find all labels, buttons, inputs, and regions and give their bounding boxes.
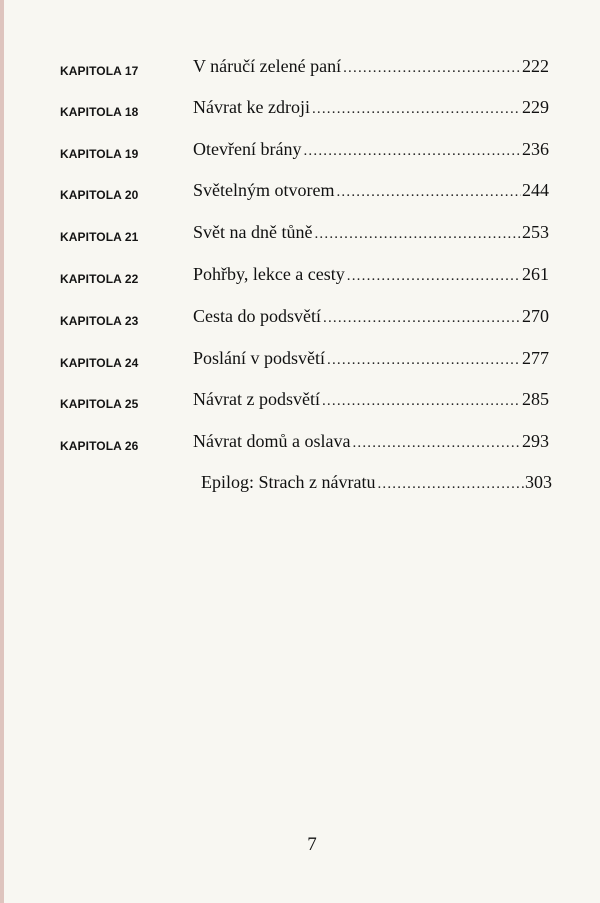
toc-row — [0, 97, 600, 127]
chapter-label: KAPITOLA 23 — [60, 314, 139, 328]
chapter-label: KAPITOLA 25 — [60, 397, 139, 411]
toc-row — [0, 180, 600, 210]
entry-title: Návrat ke zdroji — [193, 97, 310, 117]
toc-entry — [193, 306, 549, 327]
entry-title: Svět na dně tůně — [193, 222, 313, 242]
toc-row — [0, 306, 600, 336]
entry-page-number: 236 — [522, 139, 549, 159]
toc-entry — [193, 180, 549, 201]
dot-leader — [336, 184, 521, 201]
dot-leader — [303, 143, 521, 160]
chapter-label: KAPITOLA 26 — [60, 439, 139, 453]
entry-title: Poslání v podsvětí — [193, 348, 326, 368]
toc-row-epilog — [0, 472, 600, 502]
entry-page-number: 270 — [522, 306, 549, 326]
entry-page-number: 244 — [522, 180, 549, 200]
toc-row — [0, 389, 600, 419]
toc-row — [0, 264, 600, 294]
entry-page-number: 222 — [522, 56, 549, 76]
entry-title: Návrat domů a oslava — [193, 431, 351, 451]
entry-page-number: 277 — [522, 348, 549, 368]
entry-title: Pohřby, lekce a cesty — [193, 264, 345, 284]
chapter-label: KAPITOLA 22 — [60, 272, 139, 286]
entry-title: Světelným otvorem — [193, 180, 335, 200]
entry-title: Návrat z podsvětí — [193, 389, 320, 409]
chapter-label: KAPITOLA 18 — [60, 105, 139, 119]
entry-title: V náručí zelené paní — [193, 56, 342, 76]
dot-leader — [312, 101, 521, 118]
entry-page-number: 285 — [522, 389, 549, 409]
toc-row — [0, 431, 600, 461]
toc-row — [0, 139, 600, 169]
toc-entry — [193, 348, 549, 369]
toc-entry — [193, 389, 549, 410]
entry-page-number: 253 — [522, 222, 549, 242]
dot-leader — [314, 226, 521, 243]
chapter-label: KAPITOLA 21 — [60, 230, 139, 244]
toc-entry — [193, 56, 549, 77]
page-number: 7 — [307, 834, 317, 855]
chapter-label: KAPITOLA 19 — [60, 147, 139, 161]
chapter-label: KAPITOLA 20 — [60, 188, 139, 202]
epilog-title: Epilog: Strach z návratu — [201, 472, 376, 492]
toc-entry — [193, 139, 549, 160]
chapter-label: KAPITOLA 17 — [60, 64, 139, 78]
entry-title: Cesta do podsvětí — [193, 306, 321, 326]
dot-leader — [327, 352, 521, 369]
chapter-label: KAPITOLA 24 — [60, 356, 139, 370]
entry-page-number: 261 — [522, 264, 549, 284]
dot-leader — [322, 393, 521, 410]
toc-row — [0, 348, 600, 378]
page-number-footer — [0, 834, 600, 856]
toc-entry-epilog — [201, 472, 552, 493]
dot-leader — [347, 268, 521, 285]
toc-entry — [193, 264, 549, 285]
dot-leader — [323, 310, 521, 327]
entry-title: Otevření brány — [193, 139, 302, 159]
toc-row — [0, 222, 600, 252]
toc-row — [0, 56, 600, 86]
entry-page-number: 293 — [522, 431, 549, 451]
toc-entry — [193, 431, 549, 452]
dot-leader — [343, 60, 521, 77]
epilog-page-number: 303 — [525, 472, 552, 492]
dot-leader — [377, 476, 524, 493]
dot-leader — [352, 435, 521, 452]
toc-entry — [193, 222, 549, 243]
toc-entry — [193, 97, 549, 118]
entry-page-number: 229 — [522, 97, 549, 117]
